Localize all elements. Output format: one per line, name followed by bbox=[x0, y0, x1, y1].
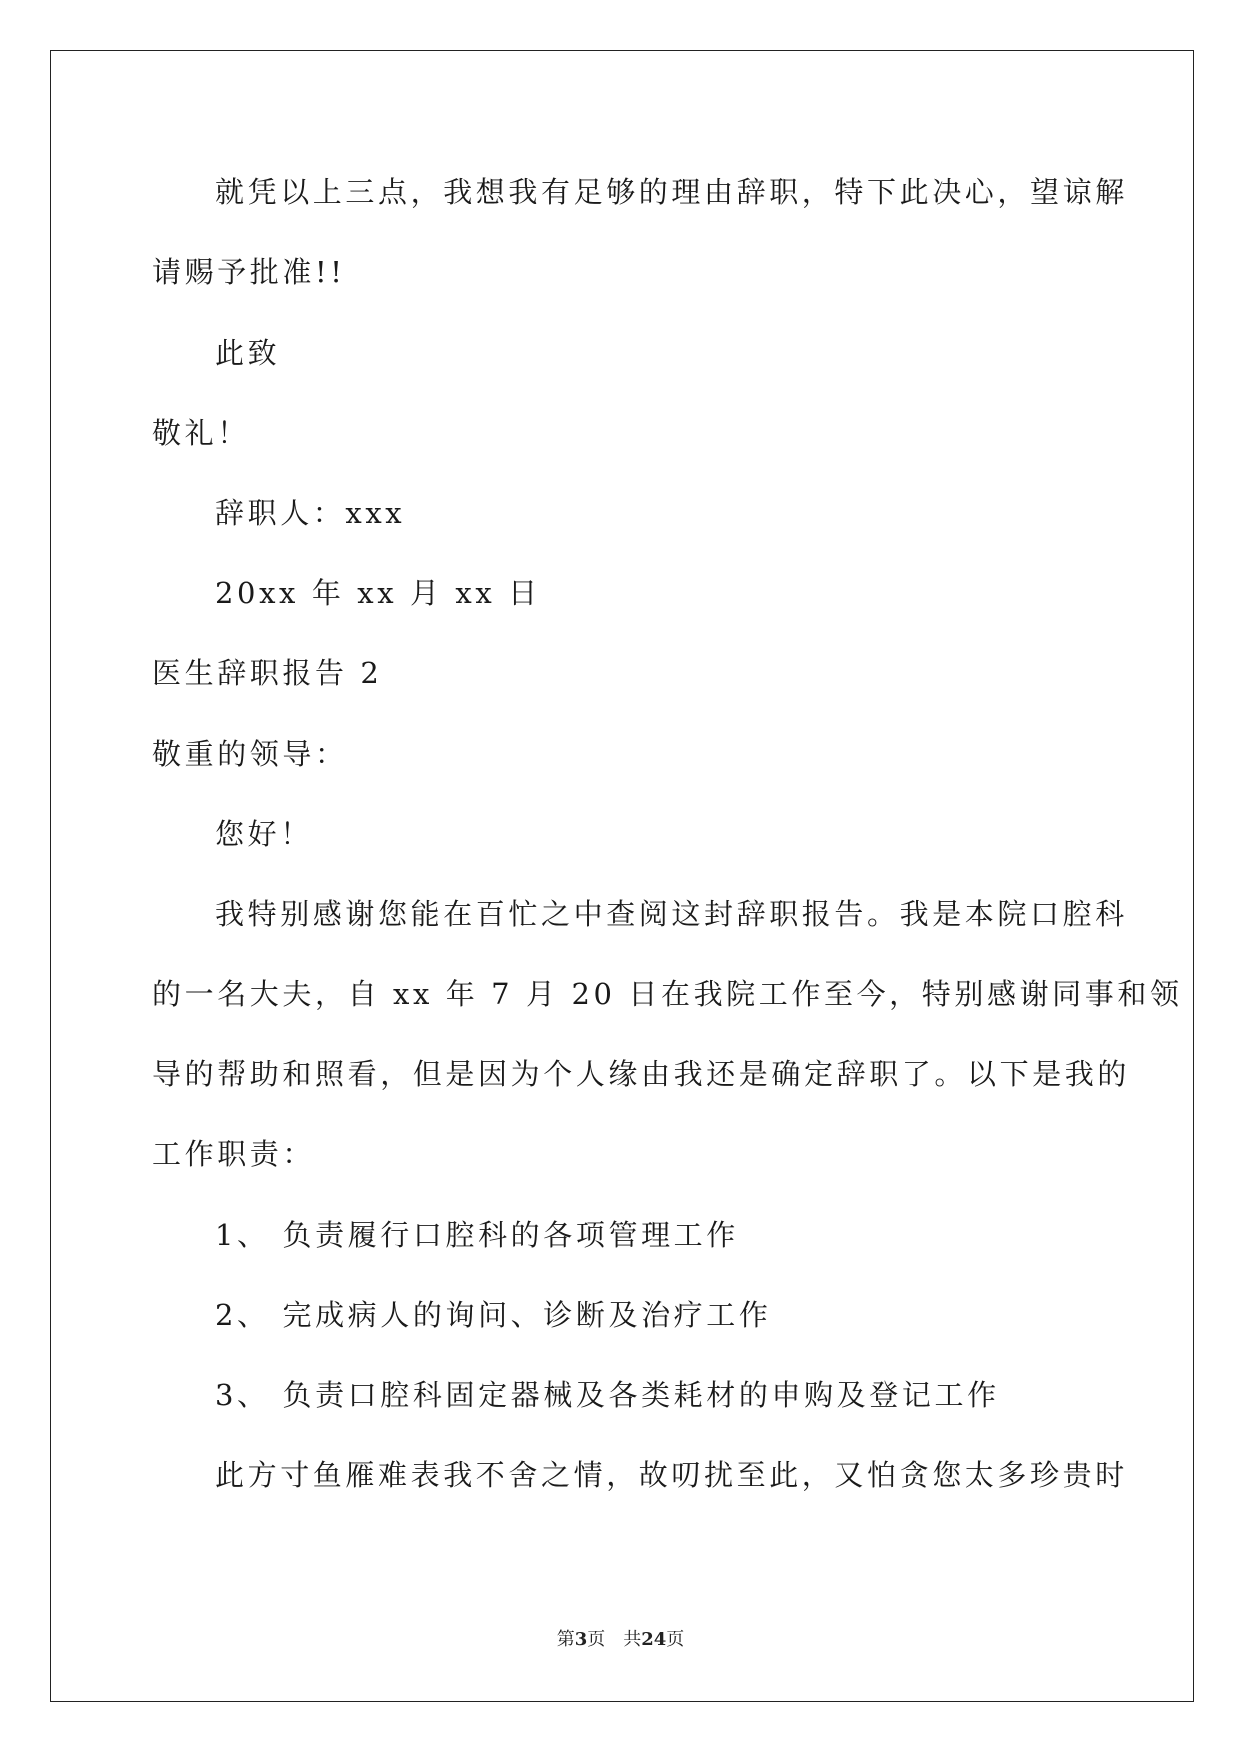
total-prefix: 共 bbox=[623, 1629, 642, 1650]
greeting-hello: 您好！ bbox=[215, 817, 313, 851]
total-pages: 24 bbox=[641, 1629, 667, 1650]
section-title: 医生辞职报告 2 bbox=[152, 656, 383, 690]
paragraph-line: 就凭以上三点，我想我有足够的理由辞职，特下此决心，望谅解 bbox=[215, 175, 1128, 209]
date-line: 20xx 年 xx 月 xx 日 bbox=[215, 576, 541, 610]
page-footer bbox=[0, 1628, 1241, 1652]
paragraph-line: 请赐予批准!! bbox=[152, 255, 346, 289]
closing-salutation: 此致 bbox=[215, 336, 281, 370]
paragraph-line: 工作职责： bbox=[152, 1137, 316, 1171]
total-suffix: 页 bbox=[666, 1629, 685, 1650]
page-prefix: 第 bbox=[556, 1629, 575, 1650]
paragraph-line: 我特别感谢您能在百忙之中查阅这封辞职报告。我是本院口腔科 bbox=[215, 897, 1128, 931]
paragraph-line: 此方寸鱼雁难表我不舍之情，故叨扰至此，又怕贪您太多珍贵时 bbox=[215, 1458, 1128, 1492]
closing-regards: 敬礼！ bbox=[152, 416, 250, 450]
duty-list-item: 1、 负责履行口腔科的各项管理工作 bbox=[215, 1218, 739, 1252]
greeting-line: 敬重的领导： bbox=[152, 737, 348, 771]
page-number: 3 bbox=[574, 1629, 588, 1650]
duty-list-item: 2、 完成病人的询问、诊断及治疗工作 bbox=[215, 1298, 772, 1332]
paragraph-line: 导的帮助和照看，但是因为个人缘由我还是确定辞职了。以下是我的 bbox=[152, 1057, 1131, 1091]
page-suffix: 页 bbox=[587, 1629, 606, 1650]
paragraph-line: 的一名大夫，自 xx 年 7 月 20 日在我院工作至今，特别感谢同事和领 bbox=[152, 977, 1183, 1011]
signature-line: 辞职人：xxx bbox=[215, 496, 406, 530]
duty-list-item: 3、 负责口腔科固定器械及各类耗材的申购及登记工作 bbox=[215, 1378, 1000, 1412]
